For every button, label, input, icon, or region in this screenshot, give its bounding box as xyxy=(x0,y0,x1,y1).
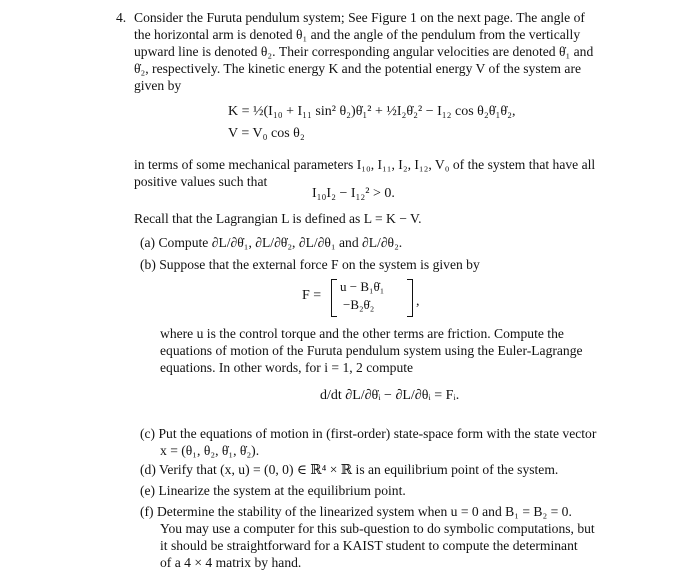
force-left-bracket xyxy=(331,279,337,317)
part-b: (b) Suppose that the external force F on the system is given by xyxy=(140,257,480,272)
part-c-line-1: (c) Put the equations of motion in (first-order) state-space form with the state vector xyxy=(140,426,597,441)
force-right-bracket xyxy=(407,279,413,317)
part-e: (e) Linearize the system at the equilibrium point. xyxy=(140,483,406,498)
intro-line-3: upward line is denoted θ₂. Their corresponding angular velocities are denoted θ̇₁ and xyxy=(134,44,594,59)
part-c-line-2: x = (θ₁, θ₂, θ̇₁, θ̇₂). xyxy=(160,443,260,458)
part-d: (d) Verify that (x, u) = (0, 0) ∈ ℝ⁴ × ℝ is an equilibrium point of the system. xyxy=(140,462,559,477)
part-b-cont-3: equations. In other words, for i = 1, 2 compute xyxy=(160,360,414,375)
equation-kinetic-energy: K = ½(I₁₀ + I₁₁ sin² θ₂)θ̇₁² + ½I₂θ̇₂² − I₁₂ cos θ₂θ̇₁θ̇₂, xyxy=(228,104,516,119)
intro-line-4: θ̇₂, respectively. The kinetic energy K and the potential energy V of the system are xyxy=(134,61,581,76)
params-line-2: positive values such that xyxy=(134,174,268,189)
force-comma: , xyxy=(416,294,420,309)
lagrangian-definition: Recall that the Lagrangian L is defined as L = K − V. xyxy=(134,211,422,226)
part-f-line-2: You may use a computer for this sub-question to do symbolic computations, but xyxy=(160,521,595,536)
force-lhs: F = xyxy=(302,288,322,303)
inequality: I₁₀I₂ − I₁₂² > 0. xyxy=(312,186,395,201)
intro-line-2: the horizontal arm is denoted θ₁ and the angle of the pendulum from the vertically xyxy=(134,27,581,42)
part-b-cont-2: equations of motion of the Furuta pendulum system using the Euler-Lagrange xyxy=(160,343,583,358)
part-f-line-1: (f) Determine the stability of the linearized system when u = 0 and B₁ = B₂ = 0. xyxy=(140,504,572,519)
force-bottom: −B₂θ̇₂ xyxy=(343,297,375,312)
force-top: u − B₁θ̇₁ xyxy=(340,279,385,294)
part-b-cont-1: where u is the control torque and the other terms are friction. Compute the xyxy=(160,326,564,341)
params-line-1: in terms of some mechanical parameters I₁₀, I₁₁, I₂, I₁₂, V₀ of the system that have all xyxy=(134,157,596,172)
part-f-line-3: it should be straightforward for a KAIST student to compute the determinant xyxy=(160,538,578,553)
euler-lagrange-equation: d/dt ∂L/∂θ̇ᵢ − ∂L/∂θᵢ = Fᵢ. xyxy=(320,388,460,403)
part-f-line-4: of a 4 × 4 matrix by hand. xyxy=(160,555,302,570)
equation-potential-energy: V = V₀ cos θ₂ xyxy=(228,126,305,141)
intro-line-5: given by xyxy=(134,78,182,93)
intro-line-1: Consider the Furuta pendulum system; See Figure 1 on the next page. The angle of xyxy=(134,10,585,25)
part-a: (a) Compute ∂L/∂θ̇₁, ∂L/∂θ̇₂, ∂L/∂θ₁ and ∂L/∂θ₂. xyxy=(140,235,403,250)
problem-number: 4. xyxy=(116,10,127,25)
